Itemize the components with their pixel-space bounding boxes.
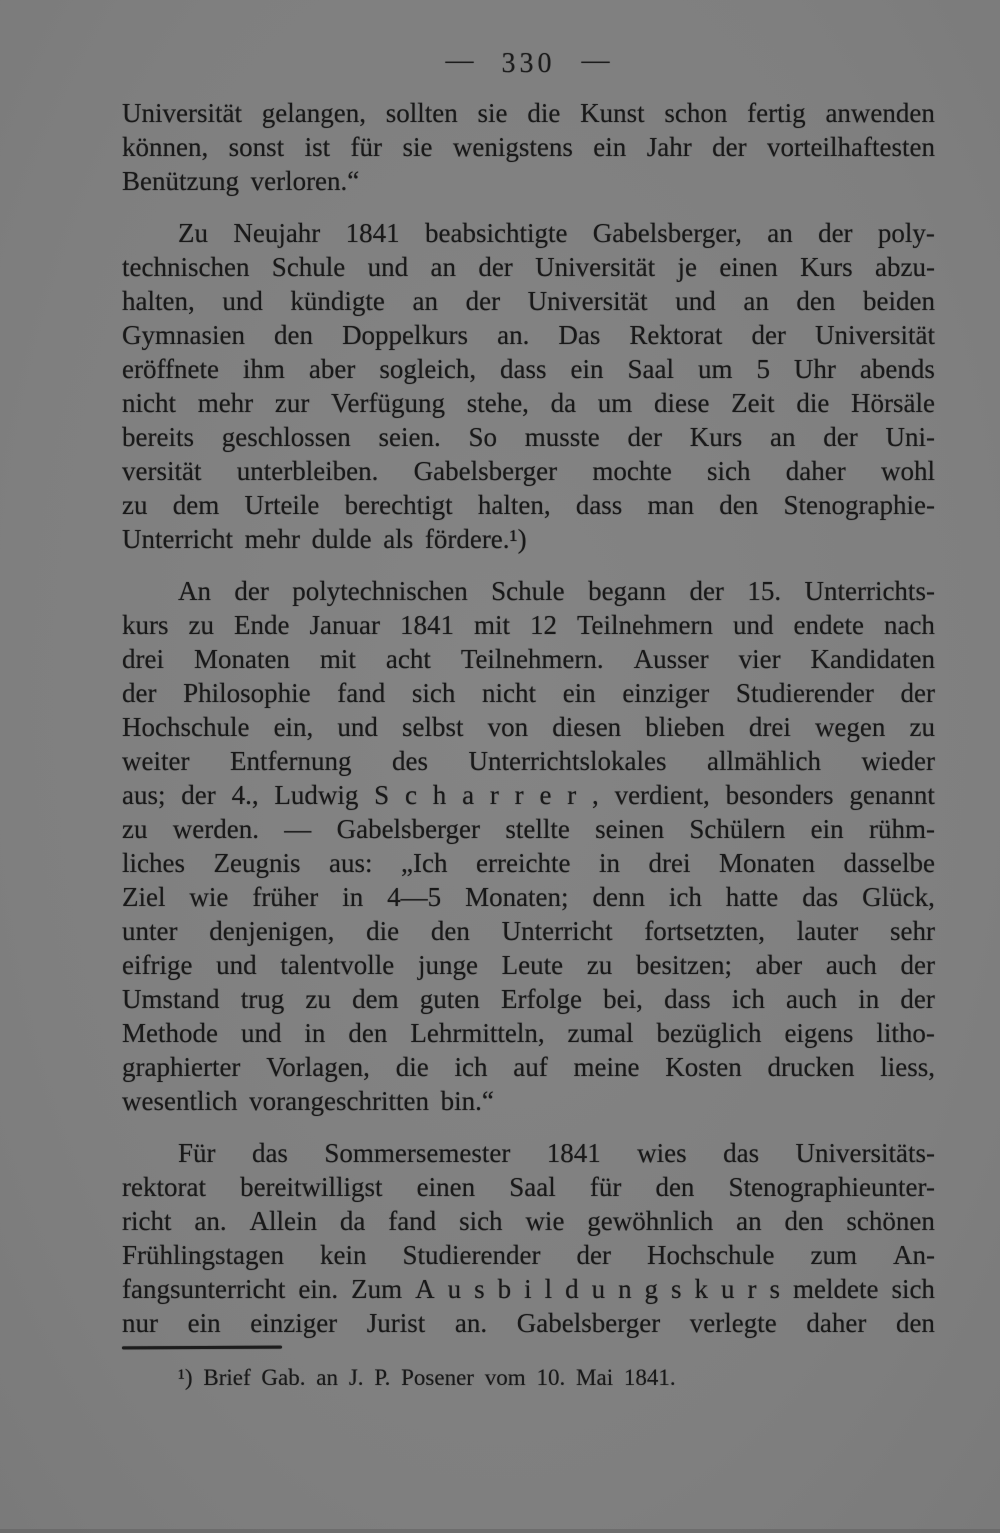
text-line: Umstand trug zu dem guten Erfolge bei, dass ich auch in der	[122, 984, 935, 1014]
text-line: An der polytechnischen Schule begann der 15. Unterrichts-	[178, 576, 935, 606]
text-line: zu dem Urteile berechtigt halten, dass man den Stenographie-	[122, 490, 935, 520]
text-line: zu werden. — Gabelsberger stellte seinen Schülern ein rühm-	[122, 814, 935, 844]
paragraph	[122, 574, 935, 1118]
text-line: wesentlich vorangeschritten bin.“	[122, 1086, 494, 1116]
text-line: technischen Schule und an der Universität je einen Kurs abzu-	[122, 252, 935, 282]
page-number: 330	[501, 48, 556, 79]
text-line: nur ein einziger Jurist an. Gabelsberger verlegte daher den	[122, 1308, 935, 1338]
header-dash-left: —	[445, 45, 476, 76]
text-line: Methode und in den Lehrmitteln, zumal bezüglich eigens litho-	[122, 1018, 935, 1048]
text-line: weiter Entfernung des Unterrichtslokales allmählich wieder	[122, 746, 935, 776]
text-line: Für das Sommersemester 1841 wies das Universitäts-	[178, 1138, 935, 1168]
text-line: Universität gelangen, sollten sie die Kunst schon fertig anwenden	[122, 98, 935, 128]
footnote: ¹) Brief Gab. an J. P. Posener vom 10. Mai 1841.	[178, 1365, 676, 1390]
text-line: bereits geschlossen seien. So musste der Kurs an der Uni-	[122, 422, 935, 452]
text-line: versität unterbleiben. Gabelsberger mochte sich daher wohl	[122, 456, 935, 486]
text-line: drei Monaten mit acht Teilnehmern. Ausser vier Kandidaten	[122, 644, 935, 674]
text-line: Unterricht mehr dulde als fördere.¹)	[122, 524, 527, 554]
page-text	[122, 96, 935, 1358]
text-line: der Philosophie fand sich nicht ein einziger Studierender der	[122, 678, 935, 708]
text-line: Hochschule ein, und selbst von diesen blieben drei wegen zu	[122, 712, 935, 742]
text-line: liches Zeugnis aus: „Ich erreichte in drei Monaten dasselbe	[122, 848, 935, 878]
text-line: Ziel wie früher in 4—5 Monaten; denn ich hatte das Glück,	[122, 882, 935, 912]
text-line: Gymnasien den Doppelkurs an. Das Rektorat der Universität	[122, 320, 935, 350]
text-line: rektorat bereitwilligst einen Saal für den Stenographieunter-	[122, 1172, 935, 1202]
text-line: halten, und kündigte an der Universität und an den beiden	[122, 286, 935, 316]
text-line: nicht mehr zur Verfügung stehe, da um diese Zeit die Hörsäle	[122, 388, 935, 418]
paragraph	[122, 1136, 935, 1340]
text-line: richt an. Allein da fand sich wie gewöhnlich an den schönen	[122, 1206, 935, 1236]
text-line: können, sonst ist für sie wenigstens ein Jahr der vorteilhaftesten	[122, 132, 935, 162]
text-line: Zu Neujahr 1841 beabsichtigte Gabelsberger, an der poly-	[178, 218, 935, 248]
text-line: Frühlingstagen kein Studierender der Hochschule zum An-	[122, 1240, 935, 1270]
text-line: aus; der 4., Ludwig S c h a r r e r , verdient, besonders genannt	[122, 780, 935, 810]
page-header	[122, 45, 935, 80]
text-line: fangsunterricht ein. Zum A u s b i l d u n g s k u r s meldete sich	[122, 1274, 935, 1304]
text-line: eröffnete ihm aber sogleich, dass ein Saal um 5 Uhr abends	[122, 354, 935, 384]
text-line: kurs zu Ende Januar 1841 mit 12 Teilnehmern und endete nach	[122, 610, 935, 640]
header-dash-right: —	[581, 45, 612, 76]
text-line: unter denjenigen, die den Unterricht fortsetzten, lauter sehr	[122, 916, 935, 946]
footnote-rule	[122, 1346, 282, 1350]
text-line: Benützung verloren.“	[122, 166, 360, 196]
text-line: graphierter Vorlagen, die ich auf meine Kosten drucken liess,	[122, 1052, 935, 1082]
text-line: eifrige und talentvolle junge Leute zu besitzen; aber auch der	[122, 950, 935, 980]
paragraph	[122, 216, 935, 556]
paragraph	[122, 96, 935, 198]
footnote-area	[122, 1346, 935, 1393]
